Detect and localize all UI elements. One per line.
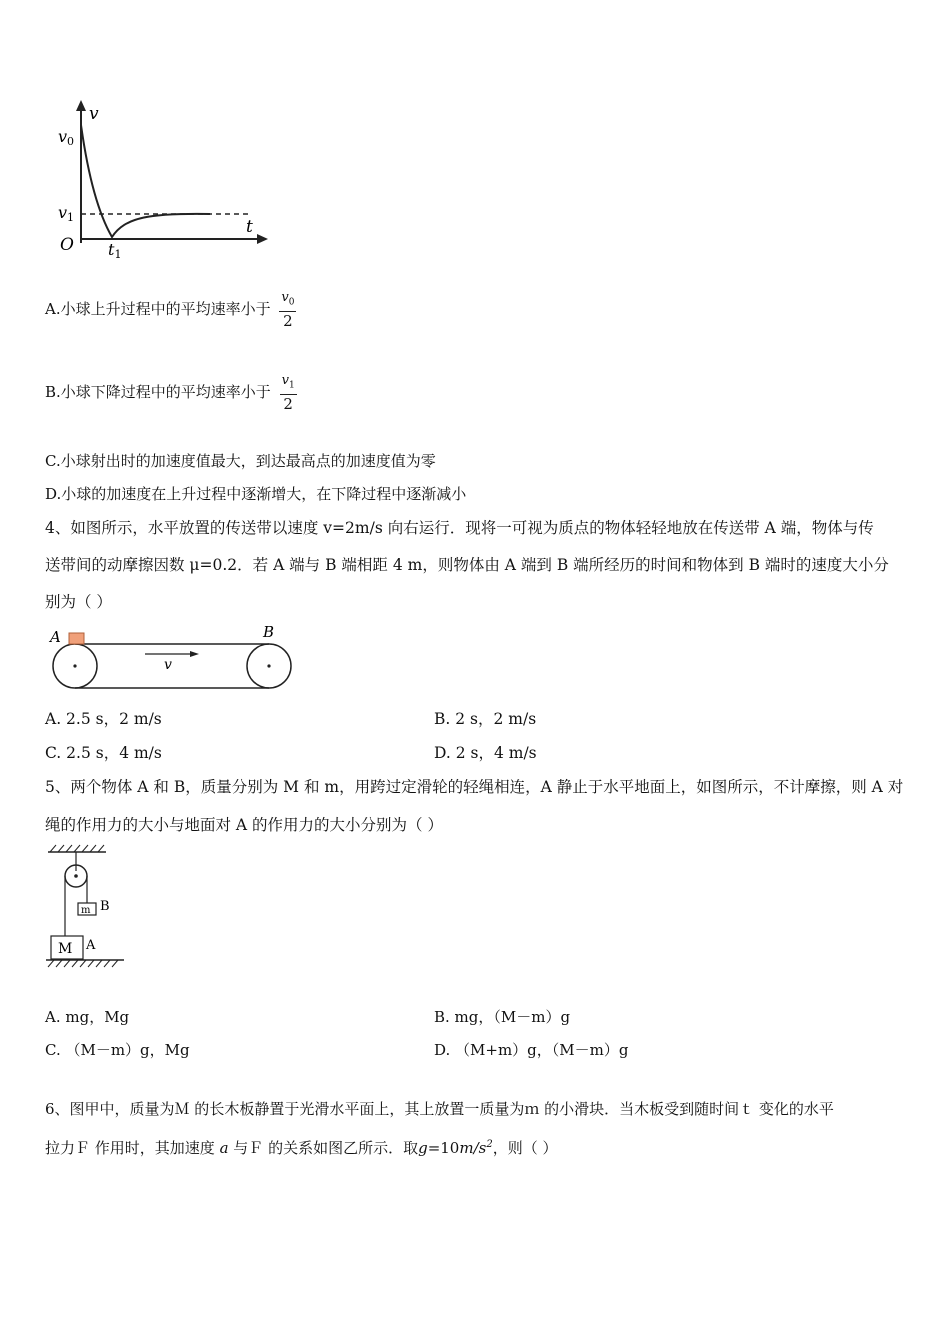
q3-option-a <box>45 290 296 330</box>
t-axis-arrow <box>257 234 268 244</box>
v1-label: v1 <box>58 203 75 224</box>
label-m-small: m <box>81 905 91 916</box>
label-v: v <box>164 657 172 673</box>
q5-option-c: C. （M－m）g，Mg <box>45 1041 190 1059</box>
q5-stem-line-1: 5、两个物体 A 和 B，质量分别为 M 和 m，用跨过定滑轮的轻绳相连，A 静止于水平地面上，如图所示，不计摩擦，则 A 对 <box>45 778 904 796</box>
velocity-curve <box>81 125 210 237</box>
q4-stem-line-1: 4、如图所示，水平放置的传送带以速度 v=2m/s 向右运行．现将一可视为质点的物体轻轻地放在传送带 A 端，物体与传 <box>45 519 874 537</box>
q4-stem-line-2: 送带间的动摩擦因数 μ=0.2．若 A 端与 B 端相距 4 m，则物体由 A 端到 B 端所经历的时间和物体到 B 端时的速度大小分 <box>45 556 889 574</box>
q3-option-b-text: B.小球下降过程中的平均速率小于 <box>45 382 271 401</box>
q4-option-b: B. 2 s，2 m/s <box>434 710 537 728</box>
label-b: B <box>100 899 110 914</box>
q3-option-b <box>45 373 297 413</box>
q4-option-a: A. 2.5 s，2 m/s <box>45 710 162 728</box>
conveyor-belt-figure <box>45 622 305 694</box>
v-axis-label: v <box>89 104 99 124</box>
q4-option-d: D. 2 s，4 m/s <box>434 744 537 762</box>
label-a: A <box>86 938 96 953</box>
var-a: a <box>219 1139 229 1157</box>
v0-label: v0 <box>58 127 75 148</box>
v-axis-arrow <box>76 100 86 111</box>
fraction-v0-over-2: $\frac{v_0}{2}$ <box>281 290 295 330</box>
velocity-time-graph <box>50 95 280 265</box>
q6-stem-line-2: 拉力Ｆ 作用时，其加速度 a 与Ｆ 的关系如图乙所示．取$g=10m/s^2$，则（ ） <box>45 1139 558 1157</box>
pulley-figure <box>44 843 129 971</box>
var-g: g <box>418 1139 428 1157</box>
unit: m/s <box>459 1139 487 1157</box>
q3-option-c: C.小球射出时的加速度值最大，到达最高点的加速度值为零 <box>45 452 436 470</box>
q4-option-c: C. 2.5 s，4 m/s <box>45 744 162 762</box>
t-axis-label: t <box>246 217 253 237</box>
q3-option-a-text: A.小球上升过程中的平均速率小于 <box>45 299 271 318</box>
q4-stem-line-3: 别为（ ） <box>45 593 112 611</box>
label-a: A <box>50 628 61 646</box>
label-m-box: M <box>58 941 73 957</box>
q5-option-a: A. mg，Mg <box>45 1008 130 1026</box>
t1-label: t1 <box>108 240 122 261</box>
fraction-v1-over-2: $\frac{v_1}{2}$ <box>281 373 295 413</box>
q5-stem-line-2: 绳的作用力的大小与地面对 A 的作用力的大小分别为（ ） <box>45 816 443 834</box>
origin-label: O <box>60 235 74 255</box>
q5-option-d: D. （M+m）g，（M－m）g <box>434 1041 629 1059</box>
label-b: B <box>263 623 275 641</box>
q6-stem-line-1: 6、图甲中，质量为Ｍ 的长木板静置于光滑水平面上，其上放置一质量为ｍ 的小滑块．当木板受到随时间ｔ 变化的水平 <box>45 1100 834 1118</box>
q5-option-b: B. mg，（M－m）g <box>434 1008 571 1026</box>
q3-option-d: D.小球的加速度在上升过程中逐渐增大，在下降过程中逐渐减小 <box>45 485 467 503</box>
object-block <box>69 633 84 644</box>
